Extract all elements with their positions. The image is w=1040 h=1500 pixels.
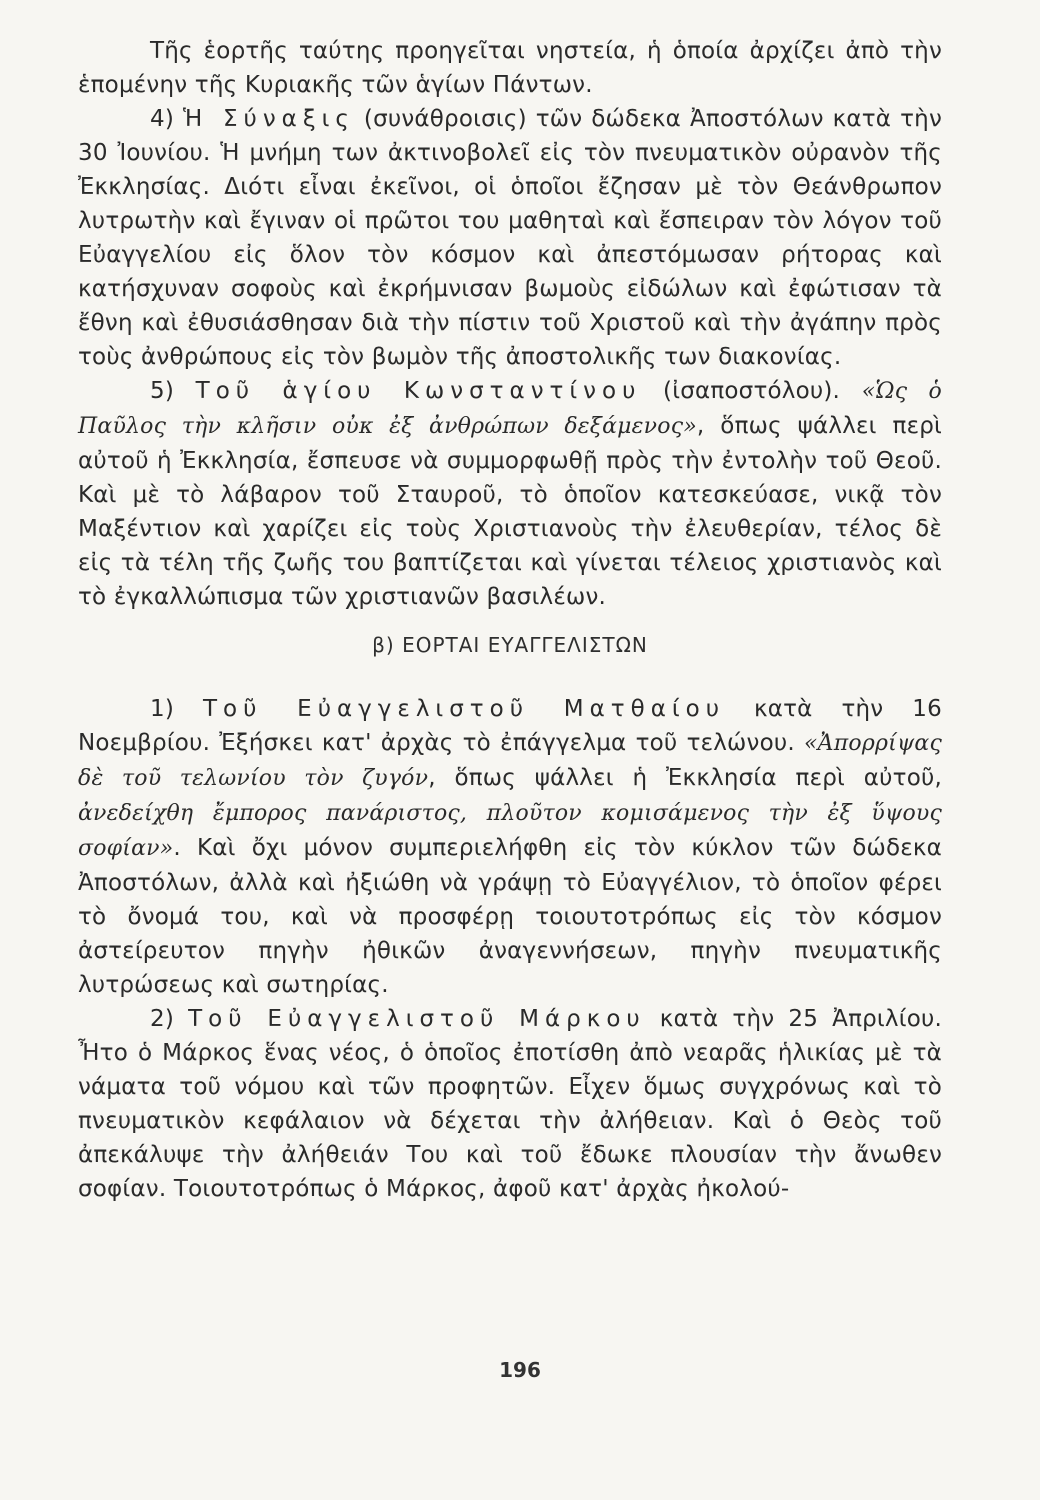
paragraph-text: κατὰ τὴν 16 Νοεμβρίου. Ἐξήσκει κατ' ἀρχὰς τὸ ἐπάγγελμα τοῦ τελώνου.: [78, 696, 942, 756]
paragraph-text: (συνάθροισις) τῶν δώδεκα Ἀποστόλων κατὰ τὴν 30 Ἰουνίου. Ἡ μνήμη των ἀκτινοβολεῖ εἰς τὸν πνευματικὸν οὐρανὸν τῆς Ἐκκλησίας. Διότι εἶναι ἐκεῖνοι, οἱ ὁποῖοι ἔζησαν μὲ τὸν Θεάνθρωπον λυτρωτὴν καὶ ἔγιναν οἱ πρῶτοι του μαθηταὶ καὶ ἔσπειραν τὸν λόγον τοῦ Εὐαγγελίου εἰς ὅλον τὸν κόσμον καὶ ἀπεστόμωσαν ρήτορας καὶ κατήσχυναν σοφοὺς καὶ ἐκρήμνισαν βωμοὺς εἰδώλων καὶ ἐφώτισαν τὰ ἔθνη καὶ ἐθυσιάσθησαν διὰ τὴν πίστιν τοῦ Χριστοῦ καὶ τὴν ἀγάπην πρὸς τοὺς ἀνθρώπους εἰς τὸν βωμὸν τῆς ἀποστολικῆς των διακονίας.: [78, 106, 942, 370]
paragraph-text: (ἰσαποστόλου).: [641, 378, 862, 404]
paragraph-fasting: [78, 34, 942, 102]
item-number: 1): [150, 696, 203, 722]
hymn-quote: ἀνεδείχθη ἔμπορος πανάριστος, πλοῦτον κομισάμενος τὴν ἐξ ὕψους σοφίαν»: [78, 801, 942, 861]
section-heading: β) ΕΟΡΤΑΙ ΕΥΑΓΓΕΛΙΣΤΩΝ: [372, 633, 648, 657]
spaced-heading: Τοῦ Εὐαγγελιστοῦ Ματθαίου: [202, 696, 726, 722]
paragraph-evangelist-matthew: [78, 692, 942, 1002]
hymn-quote: «Ὡς ὁ Παῦλος τὴν κλῆσιν οὐκ ἐξ ἀνθρώπων δεξάμενος»: [78, 379, 942, 439]
paragraph-text: , ὅπως ψάλλει ἡ Ἐκκλησία περὶ αὐτοῦ,: [428, 765, 942, 791]
paragraph-text: Τῆς ἑορτῆς ταύτης προηγεῖται νηστεία, ἡ ὁποία ἀρχίζει ἀπὸ τὴν ἑπομένην τῆς Κυριακῆς τῶν ἁγίων Πάντων.: [78, 38, 942, 98]
paragraph-synaxis-apostles: [78, 102, 942, 374]
paragraph-text: . Καὶ ὄχι μόνον συμπεριελήφθη εἰς τὸν κύκλον τῶν δώδεκα Ἀποστόλων, ἀλλὰ καὶ ἠξιώθη νὰ γράψῃ τὸ Εὐαγγέλιον, τὸ ὁποῖον φέρει τὸ ὄνομά του, καὶ νὰ προσφέρῃ τοιουτοτρόπως εἰς τὸν κόσμον ἀστείρευτον πηγὴν ἠθικῶν ἀναγεννήσεων, πηγὴν πνευματικῆς λυτρώσεως καὶ σωτηρίας.: [78, 835, 942, 998]
item-number: 5): [150, 378, 196, 404]
spaced-heading: Τοῦ Εὐαγγελιστοῦ Μάρκου: [188, 1006, 646, 1032]
page-body: [78, 34, 942, 1206]
item-number: 2): [150, 1006, 189, 1032]
paragraph-evangelist-mark: [78, 1002, 942, 1206]
spaced-heading: Ἡ Σύναξις: [182, 106, 355, 132]
page-number: 196: [499, 1358, 541, 1382]
paragraph-text: κατὰ τὴν 25 Ἀπριλίου. Ἦτο ὁ Μάρκος ἕνας νέος, ὁ ὁποῖος ἐποτίσθη ἀπὸ νεαρᾶς ἡλικίας μὲ τὰ νάματα τοῦ νόμου καὶ τῶν προφητῶν. Εἶχεν ὅμως συγχρόνως καὶ τὸ πνευματικὸν κεφάλαιον νὰ δέχεται τὴν ἀλήθειαν. Καὶ ὁ Θεὸς τοῦ ἀπεκάλυψε τὴν ἀλήθειάν Του καὶ τοῦ ἔδωκε πλουσίαν τὴν ἄνωθεν σοφίαν. Τοιουτοτρόπως ὁ Μάρκος, ἀφοῦ κατ' ἀρχὰς ἠκολού-: [78, 1006, 942, 1202]
spaced-heading: Τοῦ ἁγίου Κωνσταντίνου: [195, 378, 642, 404]
item-number: 4): [150, 106, 183, 132]
hymn-quote: «Ἀπορρίψας δὲ τοῦ τελωνίου τὸν ζυγόν: [78, 731, 942, 791]
paragraph-saint-constantine: [78, 374, 942, 614]
paragraph-text: , ὅπως ψάλλει περὶ αὐτοῦ ἡ Ἐκκλησία, ἔσπευσε νὰ συμμορφωθῇ πρὸς τὴν ἐντολὴν τοῦ Θεοῦ. Καὶ μὲ τὸ λάβαρον τοῦ Σταυροῦ, τὸ ὁποῖον κατεσκεύασε, νικᾷ τὸν Μαξέντιον καὶ χαρίζει εἰς τοὺς Χριστιανοὺς τὴν ἐλευθερίαν, τέλος δὲ εἰς τὰ τέλη τῆς ζωῆς του βαπτίζεται καὶ γίνεται τέλειος χριστιανὸς καὶ τὸ ἐγκαλλώπισμα τῶν χριστιανῶν βασιλέων.: [78, 413, 942, 610]
